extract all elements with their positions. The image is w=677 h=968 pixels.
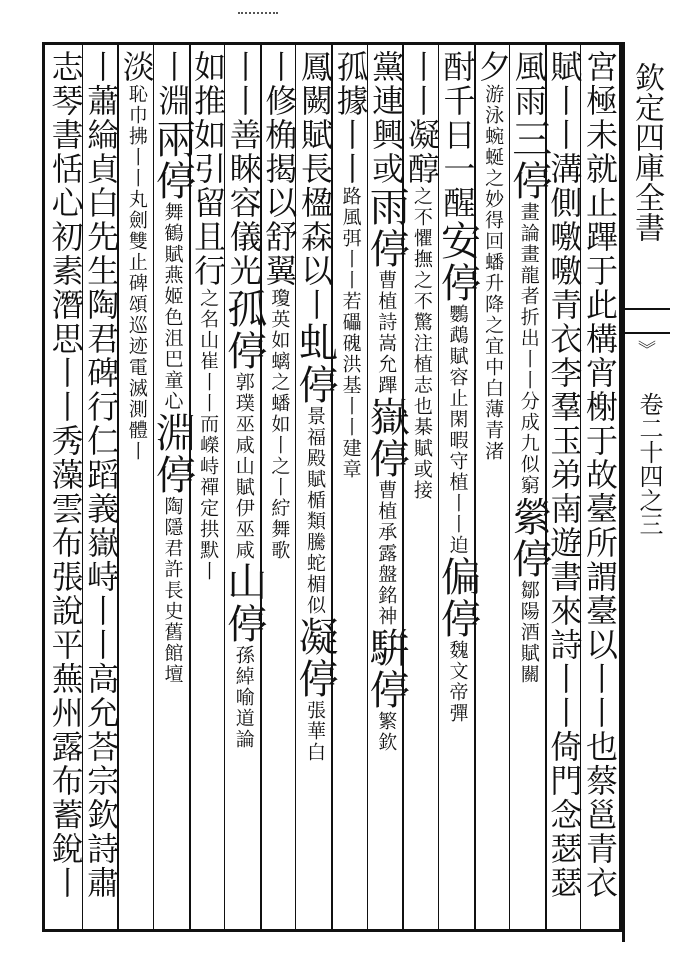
annotation-text: 中白薄青渚 — [482, 357, 505, 462]
column-rule — [117, 45, 119, 929]
annotation-text: 郭璞巫咸山賦伊巫咸 — [232, 372, 255, 561]
annotation-text: 棊賦或接 — [410, 417, 433, 501]
annotation-text: 景福殿賦楯類騰蛇楣似 — [304, 406, 326, 616]
annotation-text: 碑頌巡迹電滅測體丨 — [125, 273, 148, 462]
body-text: 丨淵 — [153, 50, 192, 118]
body-text: 丨修桷揭以舒翼 — [260, 50, 299, 288]
body-text: 淡 — [117, 50, 156, 84]
annotation-text: 路風弭丨丨 — [339, 186, 362, 291]
entry-heading: 凝停 — [292, 616, 338, 700]
annotation-text: 孫綽喻道論 — [232, 645, 255, 750]
body-text: 丨丨凝醇 — [402, 50, 441, 186]
body-text: 夕 — [474, 50, 513, 84]
volume-label: 卷二十四之三 — [635, 392, 663, 536]
top-mark — [238, 12, 278, 18]
column-rule — [224, 45, 225, 929]
body-text: 丨蕭綸貞白先生陶君碑行仁蹈義嶽峙丨丨高允荅宗欽詩肅 — [82, 50, 121, 900]
annotation-text: 舞鶴賦燕姬色沮巴童心 — [161, 202, 184, 412]
fish-tail-mark: ︾ — [635, 340, 656, 358]
entry-heading: 淵停 — [149, 412, 196, 496]
text-column — [292, 50, 338, 920]
entry-heading: 偏停 — [434, 556, 481, 640]
text-column — [47, 50, 83, 920]
text-column — [118, 50, 154, 920]
column-rule — [295, 45, 296, 929]
annotation-text: 魏文帝彈 — [446, 640, 469, 724]
text-column — [332, 50, 368, 920]
annotation-text: 瓊英如螭之蟠如丨之丨 — [268, 288, 291, 498]
column-rule — [260, 45, 262, 929]
entry-heading: 孤停 — [220, 288, 267, 372]
annotation-text: 之名山崔丨丨而嶸峙 — [197, 288, 220, 477]
column-rule — [153, 45, 154, 929]
entry-heading: 安停 — [434, 220, 481, 304]
text-column — [363, 50, 410, 920]
body-text: 丨丨善睞容儀光 — [224, 50, 263, 288]
body-text: 風雨 — [509, 50, 548, 118]
annotation-text: 繁欽 — [375, 711, 398, 753]
text-column — [149, 50, 196, 920]
text-column — [220, 50, 267, 920]
column-rule — [331, 45, 333, 929]
text-column — [505, 50, 552, 920]
entry-heading: 兩停 — [149, 118, 196, 202]
body-text: 鳳闕賦長楹森以丨 — [296, 50, 334, 322]
entry-heading: 縈停 — [505, 496, 552, 580]
body-text: 如推如引留且行 — [189, 50, 228, 288]
edge-divider — [620, 332, 670, 334]
column-rule — [545, 45, 547, 929]
annotation-text: 鸚鵡賦容止閑暇守植丨丨迫 — [446, 304, 469, 556]
annotation-text: 游泳蜿蜒之妙得回蟠升降之宜 — [482, 84, 505, 357]
text-column — [581, 50, 617, 920]
text-column — [83, 50, 119, 920]
column-rule — [509, 45, 510, 929]
book-title: 欽定四庫全書 — [629, 62, 664, 242]
body-text: 志琴書恬心初素潛思丨丨秀藻雲布張說平蕪州露布蓄銳丨 — [46, 50, 85, 900]
annotation-text: 曹植承露盤銘神 — [375, 480, 398, 627]
annotation-text: 紵舞歌 — [268, 498, 291, 561]
entry-heading: 山停 — [220, 561, 267, 645]
entry-heading: 虬停 — [292, 322, 338, 406]
annotation-text: 之不懼撫之不驚注植志也 — [410, 186, 433, 417]
entry-heading: 騈停 — [363, 627, 410, 711]
column-rule — [189, 45, 191, 929]
annotation-text: 曹植詩嵩允蹕 — [375, 270, 398, 396]
annotation-text: 恥巾拂丨丨丸劍雙止 — [125, 84, 148, 273]
column-rule — [580, 45, 581, 929]
text-column — [475, 50, 511, 920]
annotation-text: 畫論畫龍者折出丨丨分成九似窮 — [517, 202, 540, 496]
edge-divider — [620, 308, 670, 310]
body-text: 孤據丨丨 — [331, 50, 370, 186]
annotation-text: 陶隱君許長史舊館壇 — [161, 496, 184, 685]
column-rule — [474, 45, 476, 929]
column-rule — [438, 45, 439, 929]
annotation-text: 建章 — [339, 438, 362, 480]
body-text: 宮極未就止蹕于此構宵榭于故臺所謂臺以丨丨也蔡邕青衣 — [581, 50, 619, 900]
column-rule — [402, 45, 404, 929]
text-column — [403, 50, 439, 920]
body-text: 黨連興或 — [367, 50, 406, 186]
entry-heading: 三停 — [505, 118, 552, 202]
body-text: 酎千日一醒 — [438, 50, 477, 220]
body-text: 賦丨丨溝側噭噭青衣李羣玉弟南遊書來詩丨丨倚門念瑟瑟 — [545, 50, 584, 900]
annotation-text: 禪定拱默丨 — [197, 477, 220, 582]
annotation-text: 鄒陽酒賦關 — [517, 580, 540, 685]
text-column — [261, 50, 297, 920]
column-rule — [82, 45, 83, 929]
annotation-text: 若礧磈洪基丨丨 — [339, 291, 362, 438]
column-rule — [367, 45, 368, 929]
entry-heading: 雨停 — [363, 186, 410, 270]
annotation-text: 張華白 — [304, 700, 326, 763]
text-column — [434, 50, 481, 920]
entry-heading: 嶽停 — [363, 396, 410, 480]
